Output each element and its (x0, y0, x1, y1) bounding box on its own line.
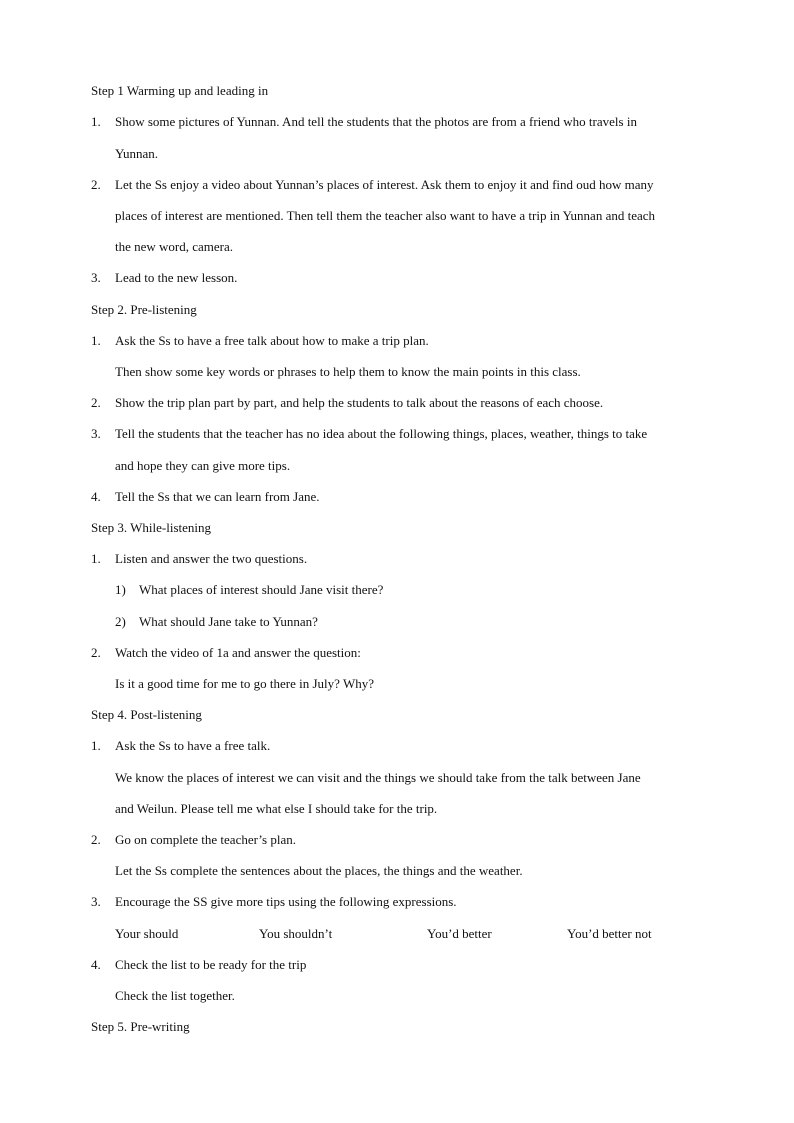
subitem-number: 2) (115, 614, 126, 629)
item-number: 1. (91, 551, 101, 566)
item-text: Is it a good time for me to go there in July? Why? (115, 676, 374, 691)
item-text: the new word, camera. (115, 239, 234, 254)
item-text: Let the Ss enjoy a video about Yunnan’s places of interest. Ask them to enjoy it and find oud how many (115, 177, 654, 192)
step-heading: Step 2. Pre-listening (91, 302, 197, 317)
step-heading: Step 4. Post-listening (91, 707, 202, 722)
step-heading: Step 5. Pre-writing (91, 1019, 190, 1034)
step-heading: Step 1 Warming up and leading in (91, 83, 269, 98)
item-text: Listen and answer the two questions. (115, 551, 308, 566)
item-text: We know the places of interest we can visit and the things we should take from the talk between Jane (115, 770, 641, 785)
item-text: Tell the students that the teacher has no idea about the following things, places, weather, things to take (115, 426, 648, 441)
subitem-text: What should Jane take to Yunnan? (139, 614, 318, 629)
item-number: 4. (91, 957, 101, 972)
item-text: Check the list together. (115, 988, 235, 1003)
item-text: Watch the video of 1a and answer the question: (115, 645, 361, 660)
item-number: 3. (91, 894, 101, 909)
item-text: places of interest are mentioned. Then tell them the teacher also want to have a trip in Yunnan and teach (115, 208, 656, 223)
item-text: Let the Ss complete the sentences about the places, the things and the weather. (115, 863, 523, 878)
subitem-number: 1) (115, 582, 126, 597)
item-text: and hope they can give more tips. (115, 458, 291, 473)
item-text: Tell the Ss that we can learn from Jane. (115, 489, 320, 504)
item-text: Check the list to be ready for the trip (115, 957, 307, 972)
expression: You shouldn’t (259, 926, 333, 941)
item-text: Then show some key words or phrases to help them to know the main points in this class. (115, 364, 581, 379)
item-text: and Weilun. Please tell me what else I should take for the trip. (115, 801, 438, 816)
expression: You’d better (427, 926, 492, 941)
item-text: Encourage the SS give more tips using the following expressions. (115, 894, 457, 909)
item-text: Lead to the new lesson. (115, 270, 238, 285)
item-number: 1. (91, 333, 101, 348)
item-text: Show some pictures of Yunnan. And tell the students that the photos are from a friend who travels in (115, 114, 637, 129)
item-text: Go on complete the teacher’s plan. (115, 832, 296, 847)
expression: You’d better not (567, 926, 652, 941)
item-number: 1. (91, 738, 101, 753)
subitem-text: What places of interest should Jane visit there? (139, 582, 384, 597)
item-number: 2. (91, 395, 101, 410)
item-number: 1. (91, 114, 101, 129)
step-heading: Step 3. While-listening (91, 520, 211, 535)
item-number: 2. (91, 177, 101, 192)
item-text: Ask the Ss to have a free talk. (115, 738, 271, 753)
item-text: Show the trip plan part by part, and help the students to talk about the reasons of each choose. (115, 395, 604, 410)
item-number: 2. (91, 832, 101, 847)
item-number: 2. (91, 645, 101, 660)
item-number: 4. (91, 489, 101, 504)
item-text: Ask the Ss to have a free talk about how to make a trip plan. (115, 333, 429, 348)
expression: Your should (115, 926, 179, 941)
item-text: Yunnan. (115, 146, 158, 161)
item-number: 3. (91, 426, 101, 441)
item-number: 3. (91, 270, 101, 285)
